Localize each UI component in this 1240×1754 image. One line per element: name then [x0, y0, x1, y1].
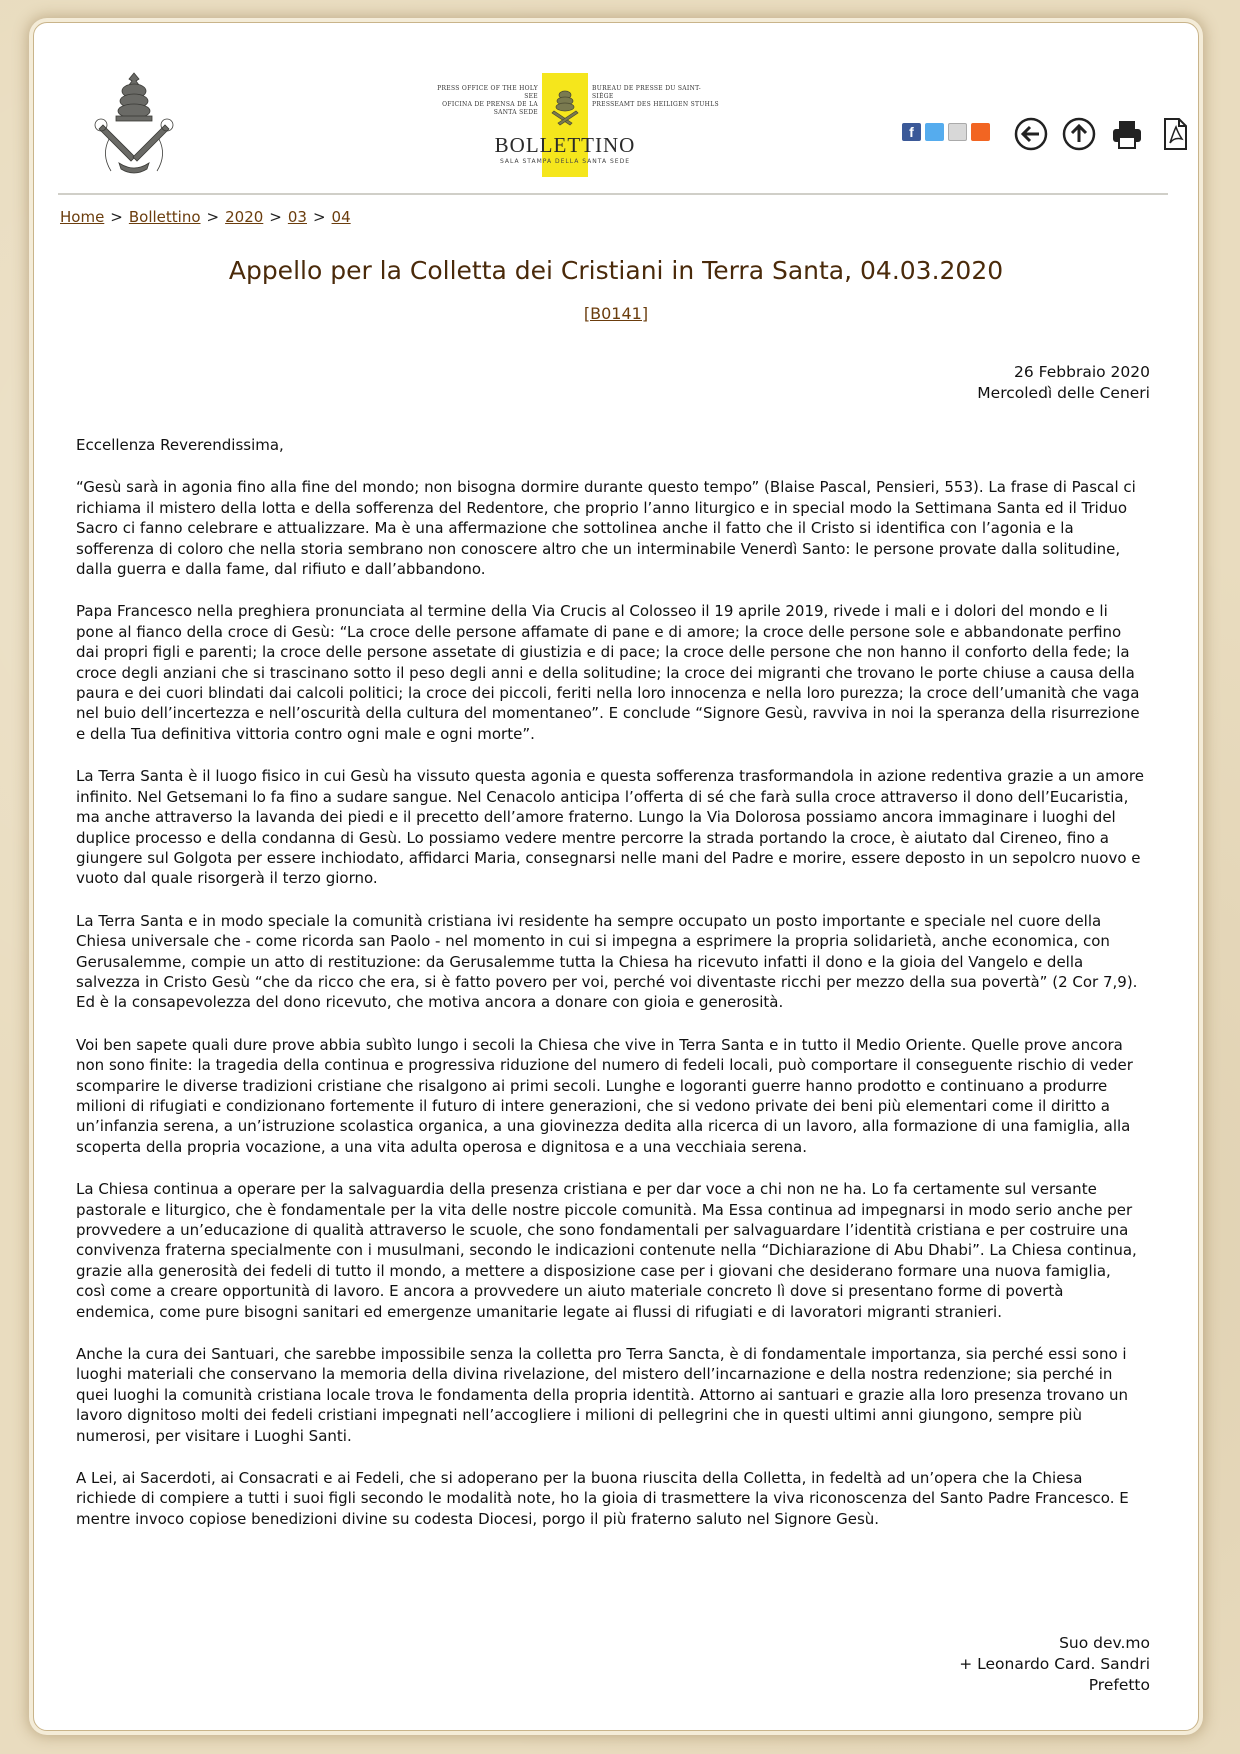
signature-title: Prefetto	[1088, 1676, 1150, 1694]
paragraph: La Terra Santa è il luogo fisico in cui Gesù ha vissuto questa agonia e questa sofferenza trasformandola in azione redentiva grazie a un amore infinito. Nel Getsemani lo fa fino a sudare sangue. Nel Cenacolo anticipa l’offerta di sé che farà sulla croce attraverso il dono dell’Eucaristia, ma anche attraverso la lavanda dei piedi e il precetto dell’amore fraterno. Lungo la Via Dolorosa possiamo ancora immaginare i luoghi del duplice processo e della condanna di Gesù. Lo possiamo vedere mentre percorre la strada portando la croce, è aiutato dal Cireneo, fino a giungere sul Golgota per essere inchiodato, affidarci Maria, consegnarsi nelle mani del Padre e morire, essere deposto in un sepolcro nuovo e vuoto dal quale risorgerà il terzo giorno.	[76, 767, 1144, 888]
top-icon[interactable]	[1062, 117, 1096, 151]
bulletin-code-link[interactable]: [B0141]	[583, 304, 649, 323]
paragraph: La Chiesa continua a operare per la salvaguardia della presenza cristiana e per dar voce a chi non ne ha. Lo fa certamente sul versante pastorale e liturgico, che è fondamentale per la vita delle nostre piccole comunità. Ma Essa continua ad impegnarsi in modo serio anche per provvedere a un’educazione di qualità attraverso le scuole, che sono fondamentali per salvaguardare l’identità cristiana e per costruire una convivenza fraterna specialmente con i musulmani, secondo le indicazioni contenute nella “Dichiarazione di Abu Dhabi”. La Chiesa continua, grazie alla generosità dei fedeli di tutto il mondo, a mettere a disposizione case per i giovani che desiderano formare una nuova famiglia, così come a creare opportunità di lavoro. E ancora a provvedere un aiuto materiale concreto lì dove si presentano forme di povertà endemica, come pure bisogni sanitari ed emergenze umanitarie legate ai flussi di rifugiati e di lavoratori migranti stranieri.	[76, 1180, 1137, 1321]
back-icon[interactable]	[1014, 117, 1048, 151]
paragraph: Papa Francesco nella preghiera pronunciata al termine della Via Crucis al Colosseo il 19 aprile 2019, rivede i mali e i dolori del mondo e li pone al fianco della croce di Gesù: “La croce delle persone affamate di pane e di amore; la croce delle persone sole e abbandonate perfino dai propri figli e parenti; la croce delle persone assetate di giustizia e di pace; la croce delle persone che non hanno il conforto della fede; la croce degli anziani che si trascinano sotto il peso degli anni e della solitudine; la croce dei migranti che trovano le porte chiuse a causa della paura e dei cuori blindati dai calcoli politici; la croce dei piccoli, feriti nella loro innocenza e nella loro purezza; la croce dell’umanità che vaga nel buio dell’incertezza e nell’oscurità della cultura del momentaneo”. E conclude “Signore Gesù, ravviva in noi la speranza della risurrezione e della Tua definitiva vittoria contro ogni male e ogni morte”.	[76, 602, 1140, 743]
tool-icons	[1014, 117, 1192, 151]
print-icon[interactable]	[1110, 117, 1144, 151]
breadcrumb-home-link[interactable]: Home	[60, 208, 105, 226]
header-divider	[58, 193, 1168, 195]
logo-left-line2: OFICINA DE PRENSA DE LA SANTA SEDE	[442, 101, 538, 116]
twitter-icon[interactable]	[925, 123, 944, 141]
logo-left-text	[428, 85, 538, 117]
salutation: Eccellenza Reverendissima,	[76, 436, 284, 454]
signature-name: + Leonardo Card. Sandri	[959, 1655, 1150, 1673]
signature	[959, 1633, 1150, 1696]
dateline-day: Mercoledì delle Ceneri	[977, 384, 1150, 402]
breadcrumb-bollettino-link[interactable]: Bollettino	[128, 208, 201, 226]
paragraph: Anche la cura dei Santuari, che sarebbe impossibile senza la colletta pro Terra Sancta, è di fondamentale importanza, sia perché essi sono i luoghi materiali che conservano la memoria della divina rivelazione, del mistero dell’incarnazione e della nostra redenzione; sia perché in quei luoghi la comunità cristiana locale trova le fondamenta della propria identità. Attorno ai santuari e grazie alla loro presenza trovano un lavoro dignitoso molti dei fedeli cristiani impegnati nell’accogliere i milioni di pellegrini che in questi ultimi anni giungono, sempre più numerosi, per visitare i Luoghi Santi.	[76, 1345, 1129, 1445]
bulletin-code	[34, 304, 1198, 323]
paragraph: Voi ben sapete quali dure prove abbia subìto lungo i secoli la Chiesa che vive in Terra Santa e in tutto il Medio Oriente. Quelle prove ancora non sono finite: la tragedia della continua e progressiva riduzione del numero di fedeli locali, può comportare il conseguente rischio di veder scomparire le diverse tradizioni cristiane che risalgono ai primi secoli. Lunghe e logoranti guerre hanno prodotto e continuano a produrre milioni di rifugiati e condizionano fortemente il futuro di intere generazioni, che si vedono private dei beni più elementari come il diritto a un’infanzia serena, a un’istruzione scolastica organica, a una giovinezza dedita alla ricerca di un lavoro, alla formazione di una famiglia, alla scoperta della propria vocazione, a una vita adulta operosa e dignitosa e a una vecchiaia serena.	[76, 1035, 1133, 1156]
breadcrumb-separator: >	[312, 208, 326, 226]
breadcrumb	[60, 208, 351, 226]
social-icons	[902, 123, 990, 141]
dateline-date: 26 Febbraio 2020	[1014, 363, 1150, 381]
email-icon[interactable]	[948, 123, 967, 141]
signature-closing: Suo dev.mo	[1059, 1634, 1150, 1652]
page-title: Appello per la Colletta dei Cristiani in Terra Santa, 04.03.2020	[228, 256, 1004, 285]
paragraph: La Terra Santa e in modo speciale la comunità cristiana ivi residente ha sempre occupato un posto importante e speciale nel cuore della Chiesa universale che - come ricorda san Paolo - nel momento in cui si impegna a esprimere la propria solidarietà, anche economica, con Gerusalemme, compie un atto di restituzione: da Gerusalemme tutta la Chiesa ha ricevuto infatti il dono e la gioia del Vangelo e della salvezza in Cristo Gesù “che da ricco che era, si è fatto povero per voi, perché voi diventaste ricchi per mezzo della sua povertà” (2 Cor 7,9). Ed è la consapevolezza del dono ricevuto, che motiva ancora a donare con gioia e generosità.	[76, 911, 1138, 1012]
breadcrumb-day-link[interactable]: 04	[331, 208, 351, 226]
logo-right-line1: BUREAU DE PRESSE DU SAINT-SIÈGE	[592, 85, 701, 100]
logo-subtitle: SALA STAMPA DELLA SANTA SEDE	[499, 158, 631, 165]
breadcrumb-separator: >	[269, 208, 282, 226]
dateline	[977, 362, 1150, 404]
logo-title: BOLLETTINO	[494, 133, 636, 157]
facebook-icon[interactable]: f	[902, 123, 921, 141]
logo-emblem-icon	[548, 87, 582, 127]
pdf-icon[interactable]	[1158, 117, 1192, 151]
breadcrumb-month-link[interactable]: 03	[287, 208, 307, 226]
logo-right-text	[592, 85, 722, 109]
logo-left-line1: PRESS OFFICE OF THE HOLY SEE	[437, 85, 538, 100]
breadcrumb-year-link[interactable]: 2020	[225, 208, 264, 226]
logo-right-line2: PRESSEAMT DES HEILIGEN STUHLS	[592, 101, 719, 108]
breadcrumb-separator: >	[110, 208, 123, 226]
rss-icon[interactable]	[971, 123, 990, 141]
paragraph: “Gesù sarà in agonia fino alla fine del mondo; non bisogna dormire durante questo tempo” (Blaise Pascal, Pensieri, 553). La frase di Pascal ci richiama il mistero della lotta e della sofferenza del Redentore, che proprio l’anno liturgico e in special modo la Settimana Santa ed il Triduo Sacro ci fanno celebrare e attualizzare. Ma è una affermazione che sottolinea anche il fatto che il Cristo si identifica con l’agonia e la sofferenza di coloro che nella storia sembrano non conoscere altro che un interminabile Venerdì Santo: le persone provate dalla solitudine, dalla guerra e dalla fame, dal rifiuto e dall’abbandono.	[76, 478, 1136, 579]
breadcrumb-separator: >	[206, 208, 220, 226]
bollettino-logo[interactable]	[402, 49, 742, 179]
papal-coat-of-arms-icon[interactable]	[89, 69, 179, 179]
page-frame	[33, 22, 1199, 1731]
paragraph: A Lei, ai Sacerdoti, ai Consacrati e ai Fedeli, che si adoperano per la buona riuscita della Colletta, in fedeltà ad un’opera che la Chiesa richiede di compiere a tutti i suoi figli secondo le modalità note, ho la gioia di trasmettere la viva riconoscenza del Santo Padre Francesco. E mentre invoco copiose benedizioni divine su codesta Diocesi, porgo il più fraterno saluto nel Signore Gesù.	[76, 1469, 1129, 1528]
header	[34, 23, 1198, 183]
letter-body	[76, 435, 1144, 1551]
